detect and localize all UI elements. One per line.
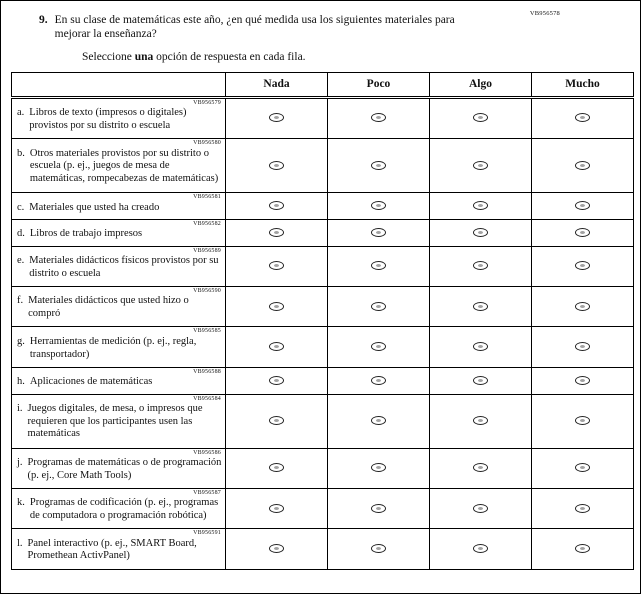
radio-nada-icon[interactable] <box>269 113 284 122</box>
option-cell-poco[interactable] <box>328 394 430 448</box>
radio-algo-icon[interactable] <box>473 161 488 170</box>
row-code: VB956579 <box>193 99 221 106</box>
response-matrix <box>11 72 634 570</box>
table-row <box>12 529 634 569</box>
option-cell-poco[interactable] <box>328 139 430 193</box>
header-row <box>12 72 634 97</box>
row-label-text: Programas de matemáticas o de programación (p. ej., Core Math Tools) <box>27 456 222 481</box>
option-cell-mucho[interactable] <box>532 97 634 138</box>
row-code: VB956586 <box>193 449 221 456</box>
option-cell-mucho[interactable] <box>532 327 634 367</box>
header-poco: Poco <box>328 72 430 97</box>
option-cell-algo[interactable] <box>430 448 532 488</box>
radio-mucho-icon[interactable] <box>575 201 590 210</box>
row-code: VB956581 <box>193 194 221 201</box>
table-row <box>12 219 634 246</box>
row-label-text: Materiales didácticos físicos provistos por su distrito o escuela <box>29 254 219 279</box>
radio-nada-icon[interactable] <box>269 302 284 311</box>
table-row <box>12 193 634 220</box>
radio-mucho-icon[interactable] <box>575 228 590 237</box>
option-cell-mucho[interactable] <box>532 488 634 528</box>
instruction-bold: una <box>134 50 154 63</box>
option-cell-poco[interactable] <box>328 97 430 138</box>
option-cell-algo[interactable] <box>430 529 532 569</box>
radio-nada-icon[interactable] <box>269 504 284 513</box>
row-letter: b. <box>17 147 25 159</box>
row-code: VB956587 <box>193 489 221 496</box>
row-letter: h. <box>17 376 25 388</box>
radio-poco-icon[interactable] <box>371 302 386 311</box>
option-cell-nada[interactable] <box>226 367 328 394</box>
radio-mucho-icon[interactable] <box>575 544 590 553</box>
option-cell-poco[interactable] <box>328 287 430 327</box>
option-cell-algo[interactable] <box>430 246 532 286</box>
option-cell-poco[interactable] <box>328 448 430 488</box>
row-label-cell <box>12 394 226 448</box>
header-nada: Nada <box>226 72 328 97</box>
row-code: VB956590 <box>193 288 221 295</box>
row-letter: d. <box>17 228 25 240</box>
option-cell-algo[interactable] <box>430 97 532 138</box>
table-row <box>12 139 634 193</box>
option-cell-nada[interactable] <box>226 488 328 528</box>
row-label-cell <box>12 246 226 286</box>
radio-poco-icon[interactable] <box>371 161 386 170</box>
row-letter: a. <box>17 107 25 119</box>
table-body <box>12 97 634 569</box>
row-code: VB956584 <box>193 395 221 402</box>
table-row <box>12 327 634 367</box>
radio-poco-icon[interactable] <box>371 376 386 385</box>
radio-nada-icon[interactable] <box>269 376 284 385</box>
row-label-cell <box>12 448 226 488</box>
radio-algo-icon[interactable] <box>473 201 488 210</box>
radio-algo-icon[interactable] <box>473 416 488 425</box>
radio-poco-icon[interactable] <box>371 261 386 270</box>
row-label-text: Libros de texto (impresos o digitales) provistos por su distrito o escuela <box>29 107 187 131</box>
instruction-suffix: opción de respuesta en cada fila. <box>153 50 306 63</box>
table-row <box>12 394 634 448</box>
radio-mucho-icon[interactable] <box>575 376 590 385</box>
radio-mucho-icon[interactable] <box>575 113 590 122</box>
row-label-text: Programas de codificación (p. ej., programas de computadora o programación robótica) <box>29 497 219 521</box>
row-label-text: Herramientas de medición (p. ej., regla, transportador) <box>29 335 197 360</box>
option-cell-mucho[interactable] <box>532 394 634 448</box>
row-letter: k. <box>17 497 25 509</box>
radio-poco-icon[interactable] <box>371 113 386 122</box>
radio-mucho-icon[interactable] <box>575 463 590 472</box>
header-algo: Algo <box>430 72 532 97</box>
radio-algo-icon[interactable] <box>473 544 488 553</box>
option-cell-poco[interactable] <box>328 219 430 246</box>
radio-nada-icon[interactable] <box>269 161 284 170</box>
option-cell-mucho[interactable] <box>532 193 634 220</box>
table-row <box>12 488 634 528</box>
option-cell-nada[interactable] <box>226 394 328 448</box>
row-letter: i. <box>17 402 23 414</box>
option-cell-algo[interactable] <box>430 287 532 327</box>
radio-poco-icon[interactable] <box>371 416 386 425</box>
option-cell-nada[interactable] <box>226 219 328 246</box>
radio-nada-icon[interactable] <box>269 261 284 270</box>
radio-algo-icon[interactable] <box>473 463 488 472</box>
row-label-text: Libros de trabajo impresos <box>29 228 143 240</box>
row-letter: l. <box>17 537 23 549</box>
option-cell-poco[interactable] <box>328 246 430 286</box>
row-label-cell <box>12 327 226 367</box>
option-cell-mucho[interactable] <box>532 367 634 394</box>
row-letter: c. <box>17 201 25 213</box>
option-cell-poco[interactable] <box>328 327 430 367</box>
option-cell-nada[interactable] <box>226 139 328 193</box>
option-cell-mucho[interactable] <box>532 139 634 193</box>
row-label-cell <box>12 488 226 528</box>
option-cell-algo[interactable] <box>430 367 532 394</box>
row-label-cell <box>12 219 226 246</box>
radio-nada-icon[interactable] <box>269 201 284 210</box>
radio-mucho-icon[interactable] <box>575 342 590 351</box>
option-cell-algo[interactable] <box>430 488 532 528</box>
radio-poco-icon[interactable] <box>371 228 386 237</box>
radio-poco-icon[interactable] <box>371 504 386 513</box>
row-label-text: Materiales didácticos que usted hizo o compró <box>28 295 189 320</box>
row-label-text: Aplicaciones de matemáticas <box>29 376 153 388</box>
row-label-cell <box>12 97 226 138</box>
table-row <box>12 367 634 394</box>
option-cell-algo[interactable] <box>430 327 532 367</box>
radio-mucho-icon[interactable] <box>575 161 590 170</box>
radio-mucho-icon[interactable] <box>575 261 590 270</box>
option-cell-nada[interactable] <box>226 529 328 569</box>
row-label-cell <box>12 367 226 394</box>
option-cell-mucho[interactable] <box>532 219 634 246</box>
option-cell-mucho[interactable] <box>532 448 634 488</box>
option-cell-algo[interactable] <box>430 193 532 220</box>
row-label-text: Otros materiales provistos por su distrito o escuela (p. ej., juegos de mesa de matemáticas, rompecabezas de matemáticas) <box>29 147 219 185</box>
row-label-text: Juegos digitales, de mesa, o impresos que requieren que los participantes usen las matemáticas <box>27 402 203 440</box>
header-empty <box>12 72 226 97</box>
table-row <box>12 97 634 138</box>
row-label-cell <box>12 529 226 569</box>
row-letter: j. <box>17 456 23 468</box>
row-label-cell <box>12 287 226 327</box>
option-cell-poco[interactable] <box>328 193 430 220</box>
option-cell-algo[interactable] <box>430 219 532 246</box>
option-cell-nada[interactable] <box>226 327 328 367</box>
radio-algo-icon[interactable] <box>473 504 488 513</box>
instruction-text <box>82 51 509 63</box>
row-label-cell <box>12 193 226 220</box>
radio-nada-icon[interactable] <box>269 228 284 237</box>
header-mucho: Mucho <box>532 72 634 97</box>
option-cell-nada[interactable] <box>226 193 328 220</box>
question-number: 9. <box>39 14 48 26</box>
option-cell-algo[interactable] <box>430 394 532 448</box>
option-cell-mucho[interactable] <box>532 287 634 327</box>
page-code: VB956578 <box>529 10 560 17</box>
radio-algo-icon[interactable] <box>473 228 488 237</box>
option-cell-mucho[interactable] <box>532 529 634 569</box>
option-cell-nada[interactable] <box>226 287 328 327</box>
radio-nada-icon[interactable] <box>269 416 284 425</box>
row-code: VB956589 <box>193 247 221 254</box>
row-label-cell <box>12 139 226 193</box>
option-cell-algo[interactable] <box>430 139 532 193</box>
row-label-text: Panel interactivo (p. ej., SMART Board, Promethean ActivPanel) <box>27 537 197 562</box>
row-letter: e. <box>17 254 25 266</box>
radio-mucho-icon[interactable] <box>575 416 590 425</box>
radio-mucho-icon[interactable] <box>575 302 590 311</box>
instruction-prefix: Seleccione <box>82 50 135 63</box>
radio-poco-icon[interactable] <box>371 201 386 210</box>
row-code: VB956591 <box>193 530 221 537</box>
row-letter: g. <box>17 335 25 347</box>
option-cell-nada[interactable] <box>226 246 328 286</box>
row-label-text: Materiales que usted ha creado <box>29 201 160 213</box>
row-letter: f. <box>17 295 24 307</box>
radio-poco-icon[interactable] <box>371 342 386 351</box>
radio-algo-icon[interactable] <box>473 302 488 311</box>
radio-mucho-icon[interactable] <box>575 504 590 513</box>
radio-nada-icon[interactable] <box>269 463 284 472</box>
row-code: VB956585 <box>193 328 221 335</box>
radio-nada-icon[interactable] <box>269 342 284 351</box>
row-code: VB956588 <box>193 368 221 375</box>
radio-nada-icon[interactable] <box>269 544 284 553</box>
radio-algo-icon[interactable] <box>473 376 488 385</box>
option-cell-nada[interactable] <box>226 448 328 488</box>
radio-algo-icon[interactable] <box>473 113 488 122</box>
radio-algo-icon[interactable] <box>473 342 488 351</box>
question-block <box>39 13 509 63</box>
table-row <box>12 287 634 327</box>
option-cell-poco[interactable] <box>328 488 430 528</box>
option-cell-nada[interactable] <box>226 97 328 138</box>
radio-poco-icon[interactable] <box>371 463 386 472</box>
option-cell-poco[interactable] <box>328 367 430 394</box>
table-row <box>12 246 634 286</box>
option-cell-mucho[interactable] <box>532 246 634 286</box>
table-row <box>12 448 634 488</box>
radio-algo-icon[interactable] <box>473 261 488 270</box>
radio-poco-icon[interactable] <box>371 544 386 553</box>
row-code: VB956580 <box>193 140 221 147</box>
question-text: En su clase de matemáticas este año, ¿en qué medida usa los siguientes materiales para mejorar la enseñanza? <box>54 14 455 41</box>
option-cell-poco[interactable] <box>328 529 430 569</box>
row-code: VB956582 <box>193 220 221 227</box>
